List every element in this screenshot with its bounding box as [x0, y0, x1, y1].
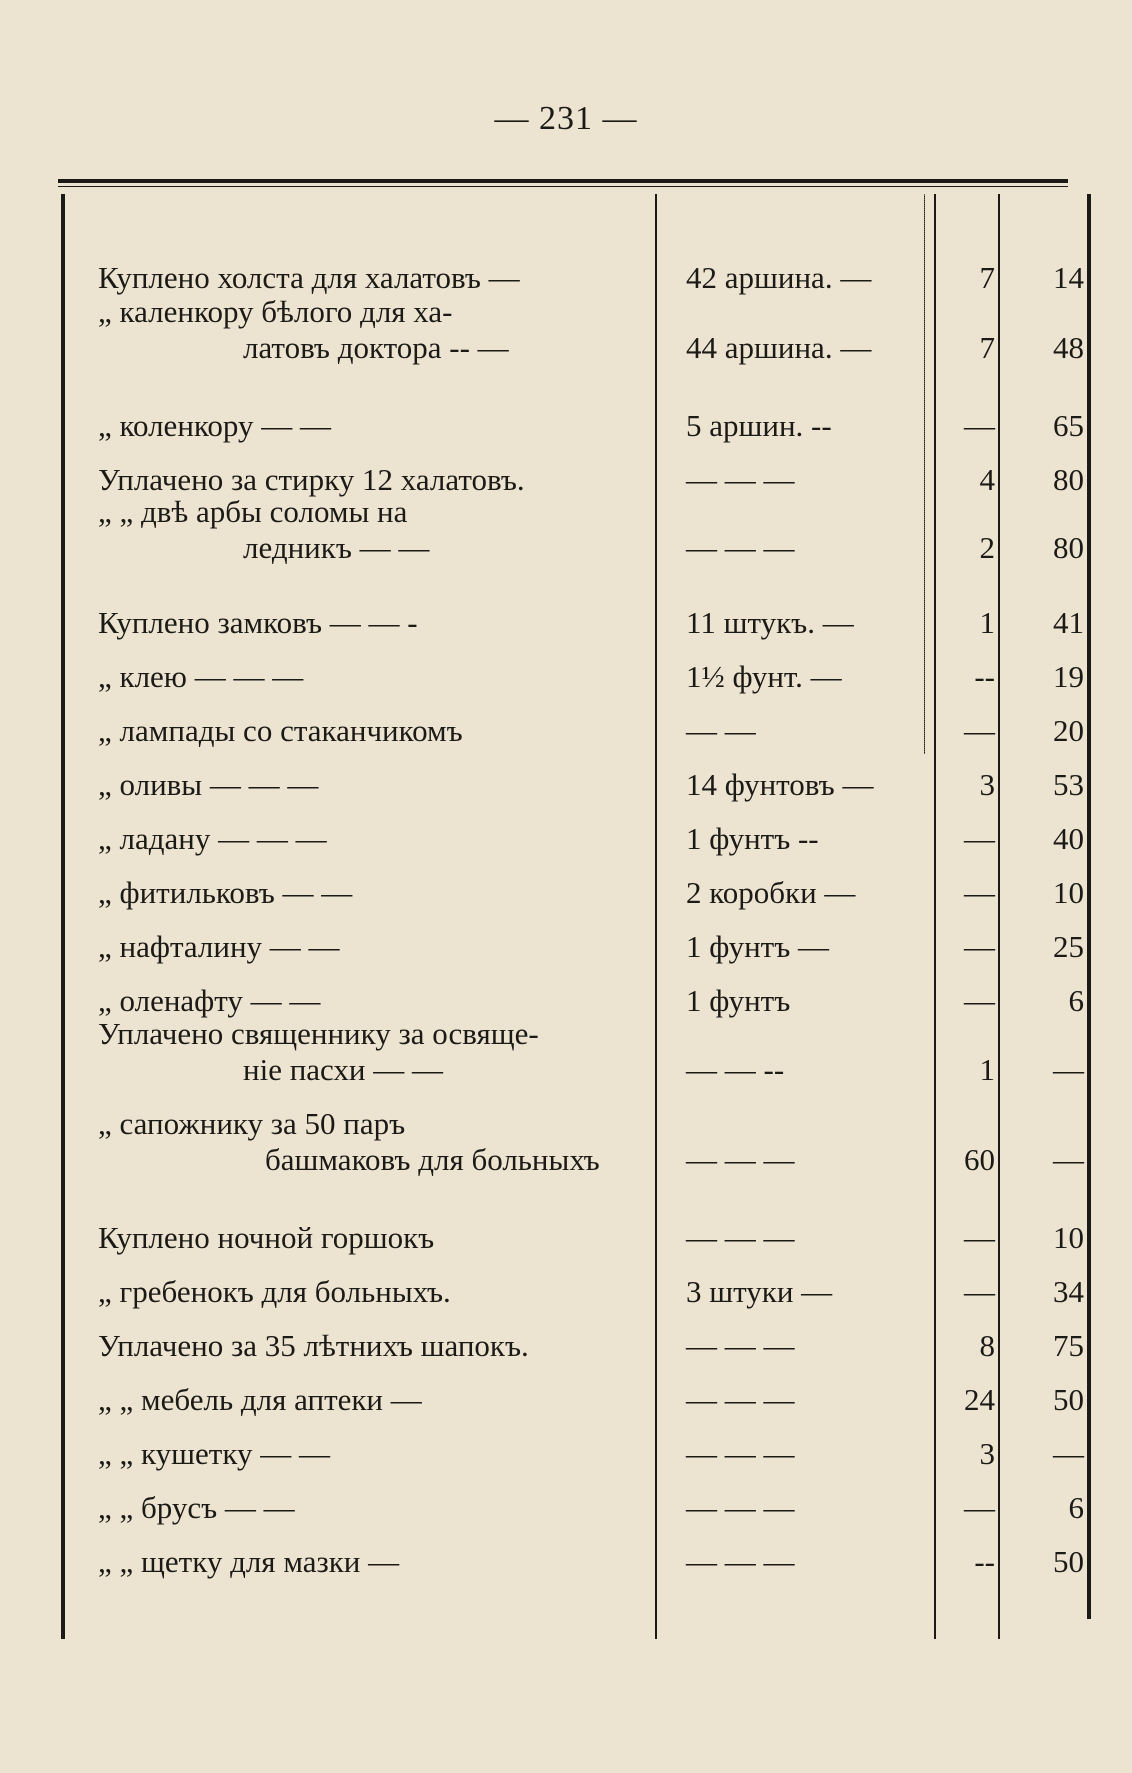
row-quantity: 5 аршин. --: [686, 408, 832, 443]
row-kopecks: 19: [1053, 659, 1084, 694]
row-description: Куплено холста для халатовъ —: [98, 260, 520, 295]
row-rubles: —: [964, 1274, 995, 1309]
row-rubles: —: [964, 929, 995, 964]
row-rubles: 3: [979, 1436, 995, 1471]
row-rubles: 2: [979, 530, 995, 565]
row-description: „ гребенокъ для больныхъ.: [98, 1274, 451, 1309]
row-description: Уплачено за стирку 12 халатовъ.: [98, 462, 525, 497]
row-description: „ лампады со стаканчикомъ: [98, 713, 463, 748]
row-description: „ „ брусъ — —: [98, 1490, 295, 1525]
row-quantity: 2 коробки —: [686, 875, 856, 910]
row-quantity: — — —: [686, 1142, 795, 1177]
row-kopecks: 50: [1053, 1382, 1084, 1417]
row-quantity: 1½ фунт. —: [686, 659, 842, 694]
row-description: Куплено ночной горшокъ: [98, 1220, 435, 1255]
row-quantity: 1 фунтъ --: [686, 821, 819, 856]
row-quantity: — — --: [686, 1052, 785, 1087]
row-description: „ фитильковъ — —: [98, 875, 353, 910]
row-kopecks: 48: [1053, 330, 1084, 365]
row-description: „ „ двѣ арбы соломы на: [98, 494, 408, 529]
row-quantity: 3 штуки —: [686, 1274, 833, 1309]
row-kopecks: —: [1053, 1142, 1084, 1177]
row-rubles: —: [964, 408, 995, 443]
row-rubles: 60: [964, 1142, 995, 1177]
row-kopecks: 10: [1053, 1220, 1084, 1255]
row-quantity: 42 аршина. —: [686, 260, 872, 295]
row-rubles: 1: [979, 1052, 995, 1087]
row-quantity: — — —: [686, 1220, 795, 1255]
row-quantity: — — —: [686, 1544, 795, 1579]
row-rubles: —: [964, 983, 995, 1018]
row-description: „ „ щетку для мазки —: [98, 1544, 400, 1579]
row-description: Уплачено за 35 лѣтнихъ шапокъ.: [98, 1328, 529, 1363]
row-kopecks: 25: [1053, 929, 1084, 964]
row-rubles: 3: [979, 767, 995, 802]
row-rubles: —: [964, 1490, 995, 1525]
row-quantity: — — —: [686, 530, 795, 565]
row-description-continued: латовъ доктора -- —: [243, 330, 509, 365]
row-kopecks: 80: [1053, 462, 1084, 497]
row-rubles: 8: [979, 1328, 995, 1363]
row-rubles: 7: [979, 330, 995, 365]
row-kopecks: 75: [1053, 1328, 1084, 1363]
row-description-continued: ніе пасхи — —: [243, 1052, 444, 1087]
row-quantity: — —: [686, 713, 756, 748]
row-description: Куплено замковъ — — -: [98, 605, 418, 640]
row-rubles: —: [964, 1220, 995, 1255]
row-kopecks: —: [1053, 1436, 1084, 1471]
row-description: „ сапожнику за 50 паръ: [98, 1106, 406, 1141]
row-rubles: 1: [979, 605, 995, 640]
row-quantity: 1 фунтъ —: [686, 929, 829, 964]
row-rubles: 4: [979, 462, 995, 497]
row-description: „ клею — — —: [98, 659, 304, 694]
row-description-continued: башмаковъ для больныхъ: [265, 1142, 600, 1177]
row-kopecks: 80: [1053, 530, 1084, 565]
row-kopecks: 34: [1053, 1274, 1084, 1309]
row-kopecks: 65: [1053, 408, 1084, 443]
row-quantity: — — —: [686, 1436, 795, 1471]
row-rubles: 7: [979, 260, 995, 295]
row-kopecks: 41: [1053, 605, 1084, 640]
row-description: „ оленафту — —: [98, 983, 321, 1018]
row-kopecks: 6: [1068, 983, 1084, 1018]
row-kopecks: 20: [1053, 713, 1084, 748]
row-rubles: —: [964, 875, 995, 910]
row-description: Уплачено священнику за освяще-: [98, 1016, 539, 1051]
row-quantity: — — —: [686, 462, 795, 497]
row-kopecks: 50: [1053, 1544, 1084, 1579]
row-kopecks: 14: [1053, 260, 1084, 295]
row-quantity: — — —: [686, 1328, 795, 1363]
row-description: „ „ мебель для аптеки —: [98, 1382, 422, 1417]
row-quantity: 11 штукъ. —: [686, 605, 854, 640]
row-quantity: 44 аршина. —: [686, 330, 872, 365]
row-rubles: --: [974, 659, 995, 694]
row-kopecks: 53: [1053, 767, 1084, 802]
row-quantity: 1 фунтъ: [686, 983, 791, 1018]
row-description: „ ладану — — —: [98, 821, 327, 856]
row-quantity: 14 фунтовъ —: [686, 767, 874, 802]
page-number: — 231 —: [494, 100, 638, 137]
row-kopecks: 6: [1068, 1490, 1084, 1525]
row-kopecks: 10: [1053, 875, 1084, 910]
row-kopecks: —: [1053, 1052, 1084, 1087]
row-rubles: --: [974, 1544, 995, 1579]
row-rubles: —: [964, 713, 995, 748]
row-description-continued: ледникъ — —: [243, 530, 430, 565]
row-quantity: — — —: [686, 1490, 795, 1525]
row-kopecks: 40: [1053, 821, 1084, 856]
row-description: „ оливы — — —: [98, 767, 319, 802]
row-rubles: 24: [964, 1382, 995, 1417]
row-description: „ коленкору — —: [98, 408, 331, 443]
row-description: „ каленкору бѣлого для ха-: [98, 294, 453, 329]
row-description: „ нафталину — —: [98, 929, 340, 964]
row-description: „ „ кушетку — —: [98, 1436, 330, 1471]
row-rubles: —: [964, 821, 995, 856]
row-quantity: — — —: [686, 1382, 795, 1417]
